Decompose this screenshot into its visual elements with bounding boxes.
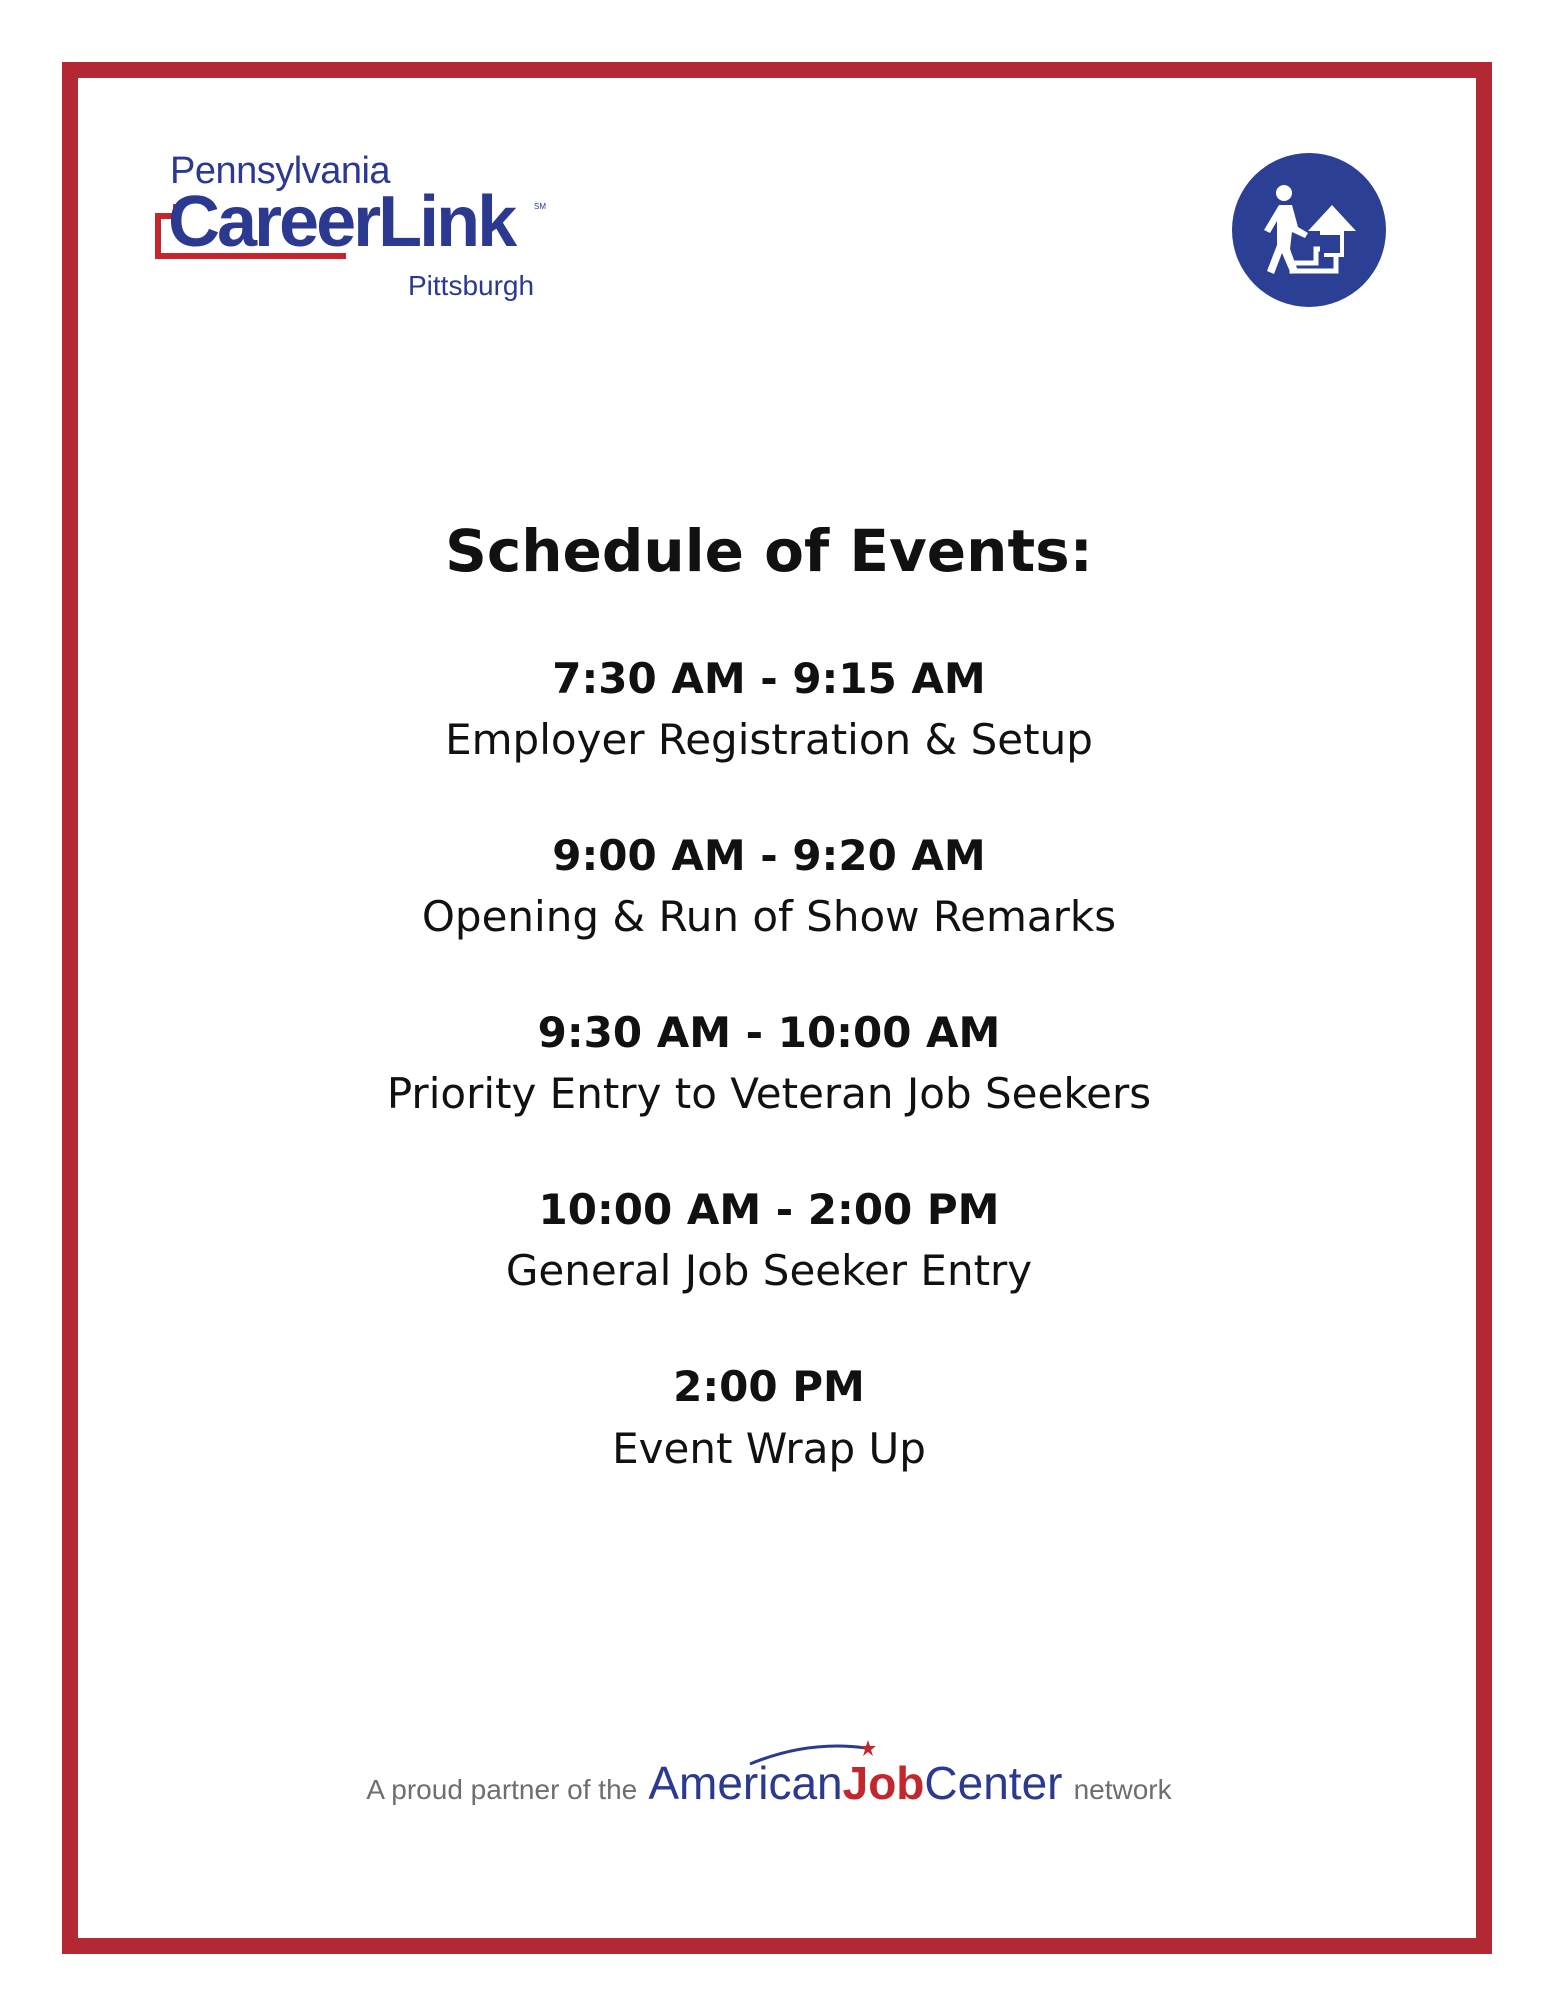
footer-suffix: network [1073,1774,1172,1805]
event-description: General Job Seeker Entry [505,1246,1033,1296]
event-time: 10:00 AM - 2:00 PM [538,1185,1000,1235]
event-time: 2:00 PM [673,1362,865,1412]
event-time: 9:00 AM - 9:20 AM [552,830,986,880]
career-step-badge [1232,153,1386,307]
brand-center: Center [924,1757,1063,1809]
logo-state-text: Pennsylvania [170,150,391,192]
logo-service-mark: SM [534,202,546,211]
event-time: 9:30 AM - 10:00 AM [537,1007,1001,1057]
schedule-section [62,517,1476,1539]
logo-city-text: Pittsburgh [408,270,535,301]
schedule-event [62,1362,1476,1477]
schedule-event [62,654,1476,769]
event-description: Priority Entry to Veteran Job Seekers [386,1069,1152,1119]
brand-job: Job [842,1757,925,1809]
careerlink-logo [150,150,550,310]
event-time: 7:30 AM - 9:15 AM [552,653,986,703]
schedule-event [62,1185,1476,1300]
event-description: Event Wrap Up [612,1423,926,1473]
schedule-title: Schedule of Events: [445,517,1093,585]
partner-footer [62,1756,1476,1810]
logo-brand-text: CareerLink [168,182,515,262]
schedule-event [62,831,1476,946]
event-description: Employer Registration & Setup [445,715,1093,765]
event-description: Opening & Run of Show Remarks [421,892,1117,942]
footer-prefix: A proud partner of the [366,1774,638,1805]
schedule-event [62,1008,1476,1123]
swoosh-star-icon [748,1738,878,1766]
person-climbing-stairs-icon [1232,153,1386,307]
brand-american: American [648,1757,843,1809]
american-job-center-logo [648,1756,1062,1810]
